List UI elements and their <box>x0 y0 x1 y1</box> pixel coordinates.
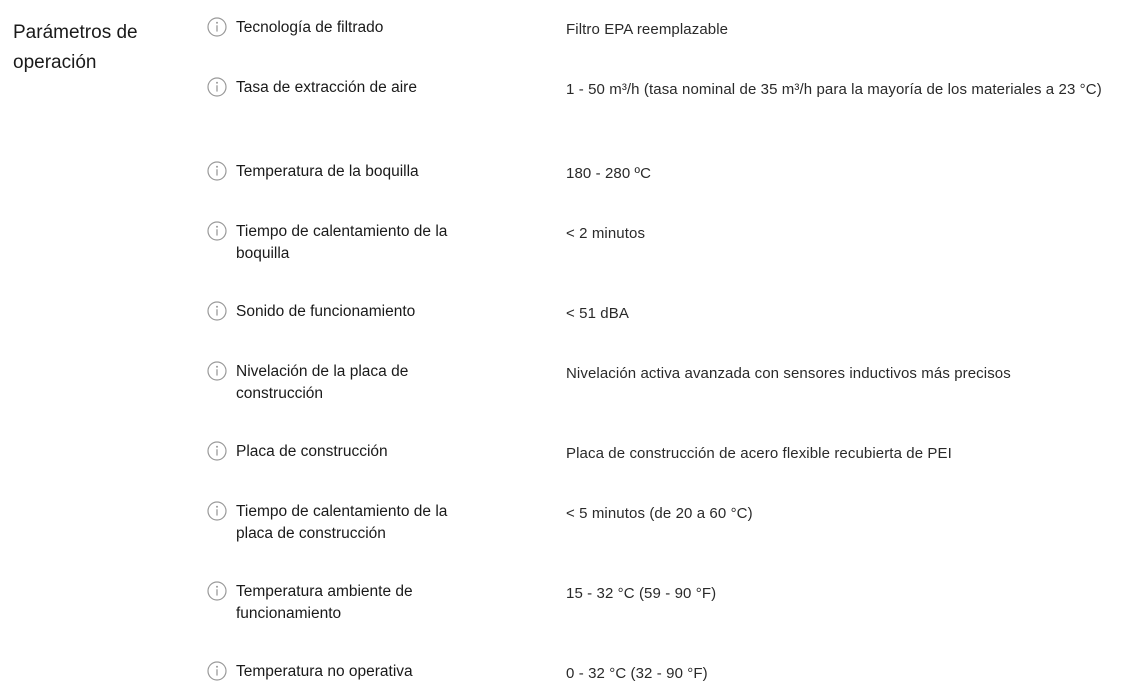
spec-label: Sonido de funcionamiento <box>236 303 416 320</box>
info-icon[interactable] <box>207 161 227 181</box>
info-icon[interactable] <box>207 17 227 37</box>
spec-label: Tasa de extracción de aire <box>236 79 417 96</box>
spec-label: Tiempo de calentamiento de la placa de construcción <box>236 503 448 542</box>
info-icon[interactable] <box>207 581 227 601</box>
section-title: Parámetros de operación <box>13 22 138 73</box>
spec-label: Tiempo de calentamiento de la boquilla <box>236 223 448 262</box>
info-icon[interactable] <box>207 77 227 97</box>
spec-value: < 51 dBA <box>566 305 629 322</box>
info-icon[interactable] <box>207 501 227 521</box>
spec-value: 15 - 32 °C (59 - 90 °F) <box>566 585 717 602</box>
info-icon[interactable] <box>207 221 227 241</box>
info-icon[interactable] <box>207 301 227 321</box>
info-icon[interactable] <box>207 661 227 681</box>
spec-value: < 5 minutos (de 20 a 60 °C) <box>566 505 753 522</box>
spec-value: Nivelación activa avanzada con sensores inductivos más precisos <box>566 365 1011 382</box>
spec-label: Temperatura no operativa <box>236 663 413 680</box>
spec-label: Tecnología de filtrado <box>236 19 384 36</box>
info-icon[interactable] <box>207 441 227 461</box>
spec-value: 1 - 50 m³/h (tasa nominal de 35 m³/h para la mayoría de los materiales a 23 °C) <box>566 81 1102 98</box>
spec-value: < 2 minutos <box>566 225 646 242</box>
spec-label: Nivelación de la placa de construcción <box>236 363 409 402</box>
spec-label: Temperatura ambiente de funcionamiento <box>236 583 413 622</box>
spec-label: Temperatura de la boquilla <box>236 163 419 180</box>
spec-value: Placa de construcción de acero flexible recubierta de PEI <box>566 445 952 462</box>
spec-label: Placa de construcción <box>236 443 388 460</box>
spec-value: Filtro EPA reemplazable <box>566 21 729 38</box>
info-icon[interactable] <box>207 361 227 381</box>
spec-value: 0 - 32 °C (32 - 90 °F) <box>566 665 708 682</box>
spec-value: 180 - 280 ºC <box>566 165 652 182</box>
